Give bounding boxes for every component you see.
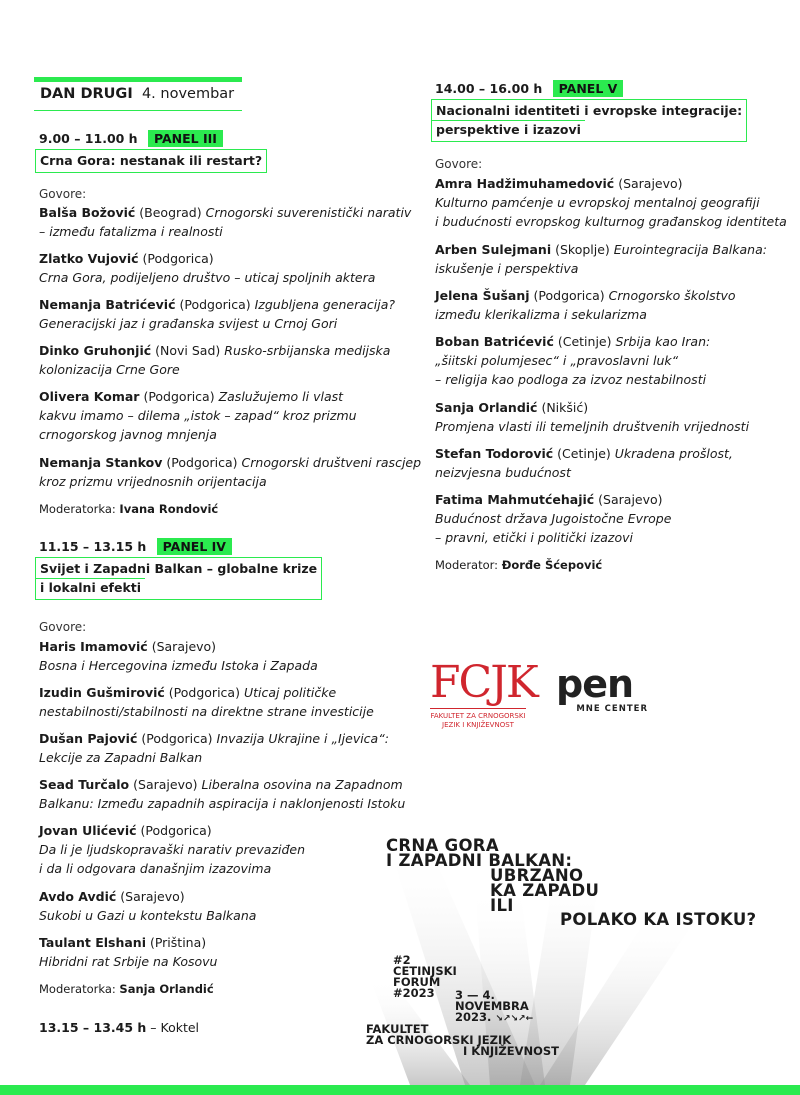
speaker-entry	[39, 775, 424, 813]
speaker-entry	[39, 453, 424, 491]
speaker-entry	[435, 332, 795, 389]
speaker-entry	[39, 295, 424, 333]
fcjk-logo-rule	[430, 708, 526, 709]
speaker-name: Zlatko Vujović	[39, 251, 139, 266]
panel-v-title	[431, 99, 747, 142]
panel-iv-title-line: i lokalni efekti	[36, 578, 145, 597]
forum-dates-year: 2023.	[455, 1010, 492, 1024]
speaker-place: (Podgorica)	[168, 685, 240, 700]
speaker-place: (Podgorica)	[141, 731, 213, 746]
speaker-topic: – između fatalizma i realnosti	[39, 224, 223, 239]
speaker-entry	[39, 887, 424, 925]
pen-logo	[556, 664, 648, 714]
forum-title-line: UBRZANO	[490, 866, 584, 885]
speaker-place: (Podgorica)	[142, 251, 214, 266]
speaker-name: Nemanja Batrićević	[39, 297, 176, 312]
speaker-entry	[39, 729, 424, 767]
speaker-place: (Podgorica)	[179, 297, 251, 312]
speaker-name: Amra Hadžimuhamedović	[435, 176, 615, 191]
speaker-place: (Sarajevo)	[598, 492, 663, 507]
forum-edition-line: FORUM	[393, 975, 441, 989]
cocktail-label: – Koktel	[150, 1020, 200, 1035]
forum-title-line: POLAKO KA ISTOKU?	[560, 910, 757, 929]
forum-title-line: CRNA GORA	[386, 836, 499, 855]
speaker-entry	[39, 637, 424, 675]
speaker-name: Sanja Orlandić	[435, 400, 538, 415]
panel-v-title-line: perspektive i izazovi	[432, 120, 585, 139]
moderator-label: Moderatorka:	[39, 502, 116, 516]
speaker-place: (Sarajevo)	[151, 639, 217, 654]
speaker-entry	[435, 240, 795, 278]
panel-iv-govore: Govore:	[39, 620, 87, 634]
speaker-topic: između klerikalizma i sekularizma	[435, 307, 647, 322]
speaker-name: Balša Božović	[39, 205, 136, 220]
speaker-entry	[435, 490, 795, 547]
panel-iii-title-line: Crna Gora: nestanak ili restart?	[40, 153, 263, 168]
speaker-entry	[39, 249, 424, 287]
panel-v-time: 14.00 – 16.00 h	[435, 81, 543, 96]
fcjk-logo	[430, 657, 537, 730]
speaker-name: Sead Turčalo	[39, 777, 130, 792]
speaker-topic: Zaslužujemo li vlast	[218, 389, 344, 404]
speaker-topic: Kulturno pamćenje u evropskoj mentalnoj geografiji	[435, 195, 760, 210]
speaker-topic: kolonizacija Crne Gore	[39, 362, 180, 377]
cocktail-line	[39, 1018, 199, 1037]
speaker-entry	[39, 387, 424, 444]
speaker-name: Olivera Komar	[39, 389, 140, 404]
speaker-topic: – pravni, etički i politički izazovi	[435, 530, 633, 545]
speaker-entry	[435, 444, 795, 482]
speaker-topic: Lekcije za Zapadni Balkan	[39, 750, 203, 765]
panel-iii-moderator	[39, 502, 218, 516]
forum-dates-line: 3 — 4.	[455, 988, 495, 1002]
panel-iv-title-line: Svijet i Zapadni Balkan – globalne krize	[40, 561, 318, 576]
panel-iv-moderator	[39, 982, 214, 996]
speaker-topic: Izgubljena generacija?	[254, 297, 396, 312]
speaker-topic: Uticaj političke	[243, 685, 337, 700]
day-label: DAN DRUGI	[40, 86, 133, 102]
speaker-topic: Bosna i Hercegovina između Istoka i Zapada	[39, 658, 318, 673]
moderator-label: Moderator:	[435, 558, 499, 572]
speaker-name: Boban Batrićević	[435, 334, 554, 349]
speaker-topic: „šiitski polumjesec“ i „pravoslavni luk“	[435, 353, 679, 368]
speaker-name: Dinko Gruhonjić	[39, 343, 152, 358]
speaker-topic: neizvjesna budućnost	[435, 465, 571, 480]
moderator-name: Ivana Rondović	[119, 502, 219, 516]
forum-edition	[393, 955, 457, 999]
speaker-name: Arben Sulejmani	[435, 242, 552, 257]
speaker-name: Taulant Elshani	[39, 935, 146, 950]
speaker-entry	[39, 933, 424, 971]
forum-dates	[455, 990, 533, 1025]
speaker-topic: Liberalna osovina na Zapadnom	[201, 777, 403, 792]
speaker-topic: Crnogorski suverenistički narativ	[205, 205, 412, 220]
speaker-topic: – religija kao podloga za izvoz nestabilnosti	[435, 372, 707, 387]
speaker-place: (Sarajevo)	[618, 176, 683, 191]
speaker-name: Jovan Ulićević	[39, 823, 137, 838]
speaker-entry	[435, 286, 795, 324]
panel-iii-time: 9.00 – 11.00 h	[39, 131, 138, 146]
speaker-place: (Cetinje)	[557, 334, 612, 349]
panel-iv-header	[39, 538, 419, 555]
speaker-topic: Sukobi u Gazi u kontekstu Balkana	[39, 908, 257, 923]
pen-logo-sub: MNE CENTER	[576, 704, 648, 714]
speaker-topic: Promjena vlasti ili temeljnih društvenih vrijednosti	[435, 419, 750, 434]
speaker-topic: crnogorskog javnog mnjenja	[39, 427, 217, 442]
speaker-entry	[39, 341, 424, 379]
forum-organizer	[366, 1024, 559, 1057]
speaker-place: (Beograd)	[139, 205, 202, 220]
forum-organizer-line: ZA CRNOGORSKI JEZIK	[366, 1033, 512, 1047]
speaker-entry	[39, 203, 424, 241]
speaker-topic: Budućnost država Jugoistočne Evrope	[435, 511, 672, 526]
moderator-name: Sanja Orlandić	[119, 982, 214, 996]
speaker-name: Nemanja Stankov	[39, 455, 163, 470]
speaker-place: (Sarajevo)	[120, 889, 185, 904]
speaker-name: Dušan Pajović	[39, 731, 138, 746]
speaker-name: Avdo Avdić	[39, 889, 117, 904]
speaker-place: (Priština)	[149, 935, 207, 950]
panel-iv	[39, 538, 419, 600]
speaker-place: (Cetinje)	[557, 446, 611, 461]
fcjk-logo-sub: FAKULTET ZA CRNOGORSKI	[430, 712, 526, 720]
forum-edition-line: CETINJSKI	[393, 964, 457, 978]
panel-v-govore: Govore:	[435, 157, 483, 171]
day-header-underline	[34, 110, 242, 111]
forum-organizer-line: I KNJIŽEVNOST	[463, 1044, 559, 1058]
speaker-name: Jelena Šušanj	[435, 288, 530, 303]
speaker-place: (Sarajevo)	[133, 777, 198, 792]
speaker-topic: Crnogorski društveni rascjep	[241, 455, 422, 470]
panel-v-tag: PANEL V	[553, 80, 624, 97]
forum-organizer-line: FAKULTET	[366, 1022, 429, 1036]
fcjk-logo-mark: FCJK	[430, 657, 537, 708]
panel-iii-header	[39, 130, 419, 147]
day-header	[34, 77, 242, 111]
forum-dates-line: NOVEMBRA	[455, 999, 529, 1013]
speaker-entry	[39, 821, 424, 878]
speaker-place: (Novi Sad)	[155, 343, 221, 358]
panel-v	[435, 80, 775, 142]
speaker-name: Haris Imamović	[39, 639, 148, 654]
moderator-name: Đorđe Šćepović	[501, 558, 603, 572]
speaker-name: Stefan Todorović	[435, 446, 554, 461]
panel-iv-title	[35, 557, 322, 600]
speaker-topic: i da li odgovara današnjim izazovima	[39, 861, 272, 876]
panel-v-title-line: Nacionalni identiteti i evropske integracije:	[436, 103, 743, 118]
speaker-place: (Skoplje)	[555, 242, 610, 257]
forum-title-line: I ZAPADNI BALKAN:	[386, 851, 573, 870]
pen-logo-mark: pen	[556, 662, 634, 706]
panel-v-header	[435, 80, 775, 97]
speaker-name: Izudin Gušmirović	[39, 685, 165, 700]
speaker-topic: Eurointegracija Balkana:	[613, 242, 767, 257]
speaker-topic: Generacijski jaz i građanska svijest u Crnoj Gori	[39, 316, 338, 331]
day-date: 4. novembar	[141, 86, 235, 102]
speaker-name: Fatima Mahmutćehajić	[435, 492, 595, 507]
speaker-topic: Rusko-srbijanska medijska	[224, 343, 391, 358]
forum-edition-line: #2	[393, 953, 411, 967]
cocktail-time: 13.15 – 13.45 h	[39, 1020, 147, 1035]
speaker-topic: iskušenje i perspektiva	[435, 261, 579, 276]
speaker-topic: Balkanu: Između zapadnih aspiracija i naklonjenosti Istoku	[39, 796, 406, 811]
panel-iv-tag: PANEL IV	[157, 538, 232, 555]
bottom-accent-bar	[0, 1085, 800, 1095]
speaker-place: (Podgorica)	[533, 288, 605, 303]
speaker-topic: i budućnosti evropskog kulturnog građanskog identiteta	[435, 214, 787, 229]
fcjk-logo-sub: JEZIK I KNJIŽEVNOST	[442, 721, 514, 729]
forum-title-line: ILI	[490, 896, 514, 915]
speaker-place: (Podgorica)	[143, 389, 215, 404]
speaker-topic: Ukradena prošlost,	[614, 446, 733, 461]
speaker-topic: Crnogorsko školstvo	[608, 288, 736, 303]
panel-iii-tag: PANEL III	[148, 130, 223, 147]
speaker-place: (Nikšić)	[541, 400, 589, 415]
panel-iii-title	[35, 149, 267, 173]
forum-title-line: KA ZAPADU	[490, 881, 600, 900]
speaker-topic: Hibridni rat Srbije na Kosovu	[39, 954, 218, 969]
speaker-entry	[39, 683, 424, 721]
panel-iv-time: 11.15 – 13.15 h	[39, 539, 147, 554]
speaker-topic: Invazija Ukrajine i „Ijevica“:	[216, 731, 389, 746]
panel-v-moderator	[435, 558, 602, 572]
speaker-topic: kroz prizmu vrijednosnih orijentacija	[39, 474, 267, 489]
speaker-topic: Srbija kao Iran:	[615, 334, 711, 349]
panel-iii	[39, 130, 419, 173]
speaker-topic: nestabilnosti/stabilnosti na direktne strane investicije	[39, 704, 374, 719]
panel-iii-govore: Govore:	[39, 187, 87, 201]
speaker-topic: kakvu imamo – dilema „istok – zapad“ kroz prizmu	[39, 408, 357, 423]
forum-arrows-icon: ↘↗↘↗←	[495, 1014, 534, 1024]
speaker-entry	[435, 398, 795, 436]
speaker-place: (Podgorica)	[166, 455, 238, 470]
speaker-topic: Crna Gora, podijeljeno društvo – uticaj spoljnih aktera	[39, 270, 376, 285]
speaker-entry	[435, 174, 795, 231]
speaker-topic: Da li je ljudskopravaški narativ prevaziđen	[39, 842, 306, 857]
moderator-label: Moderatorka:	[39, 982, 116, 996]
speaker-place: (Podgorica)	[140, 823, 212, 838]
forum-edition-line: #2023	[393, 986, 435, 1000]
